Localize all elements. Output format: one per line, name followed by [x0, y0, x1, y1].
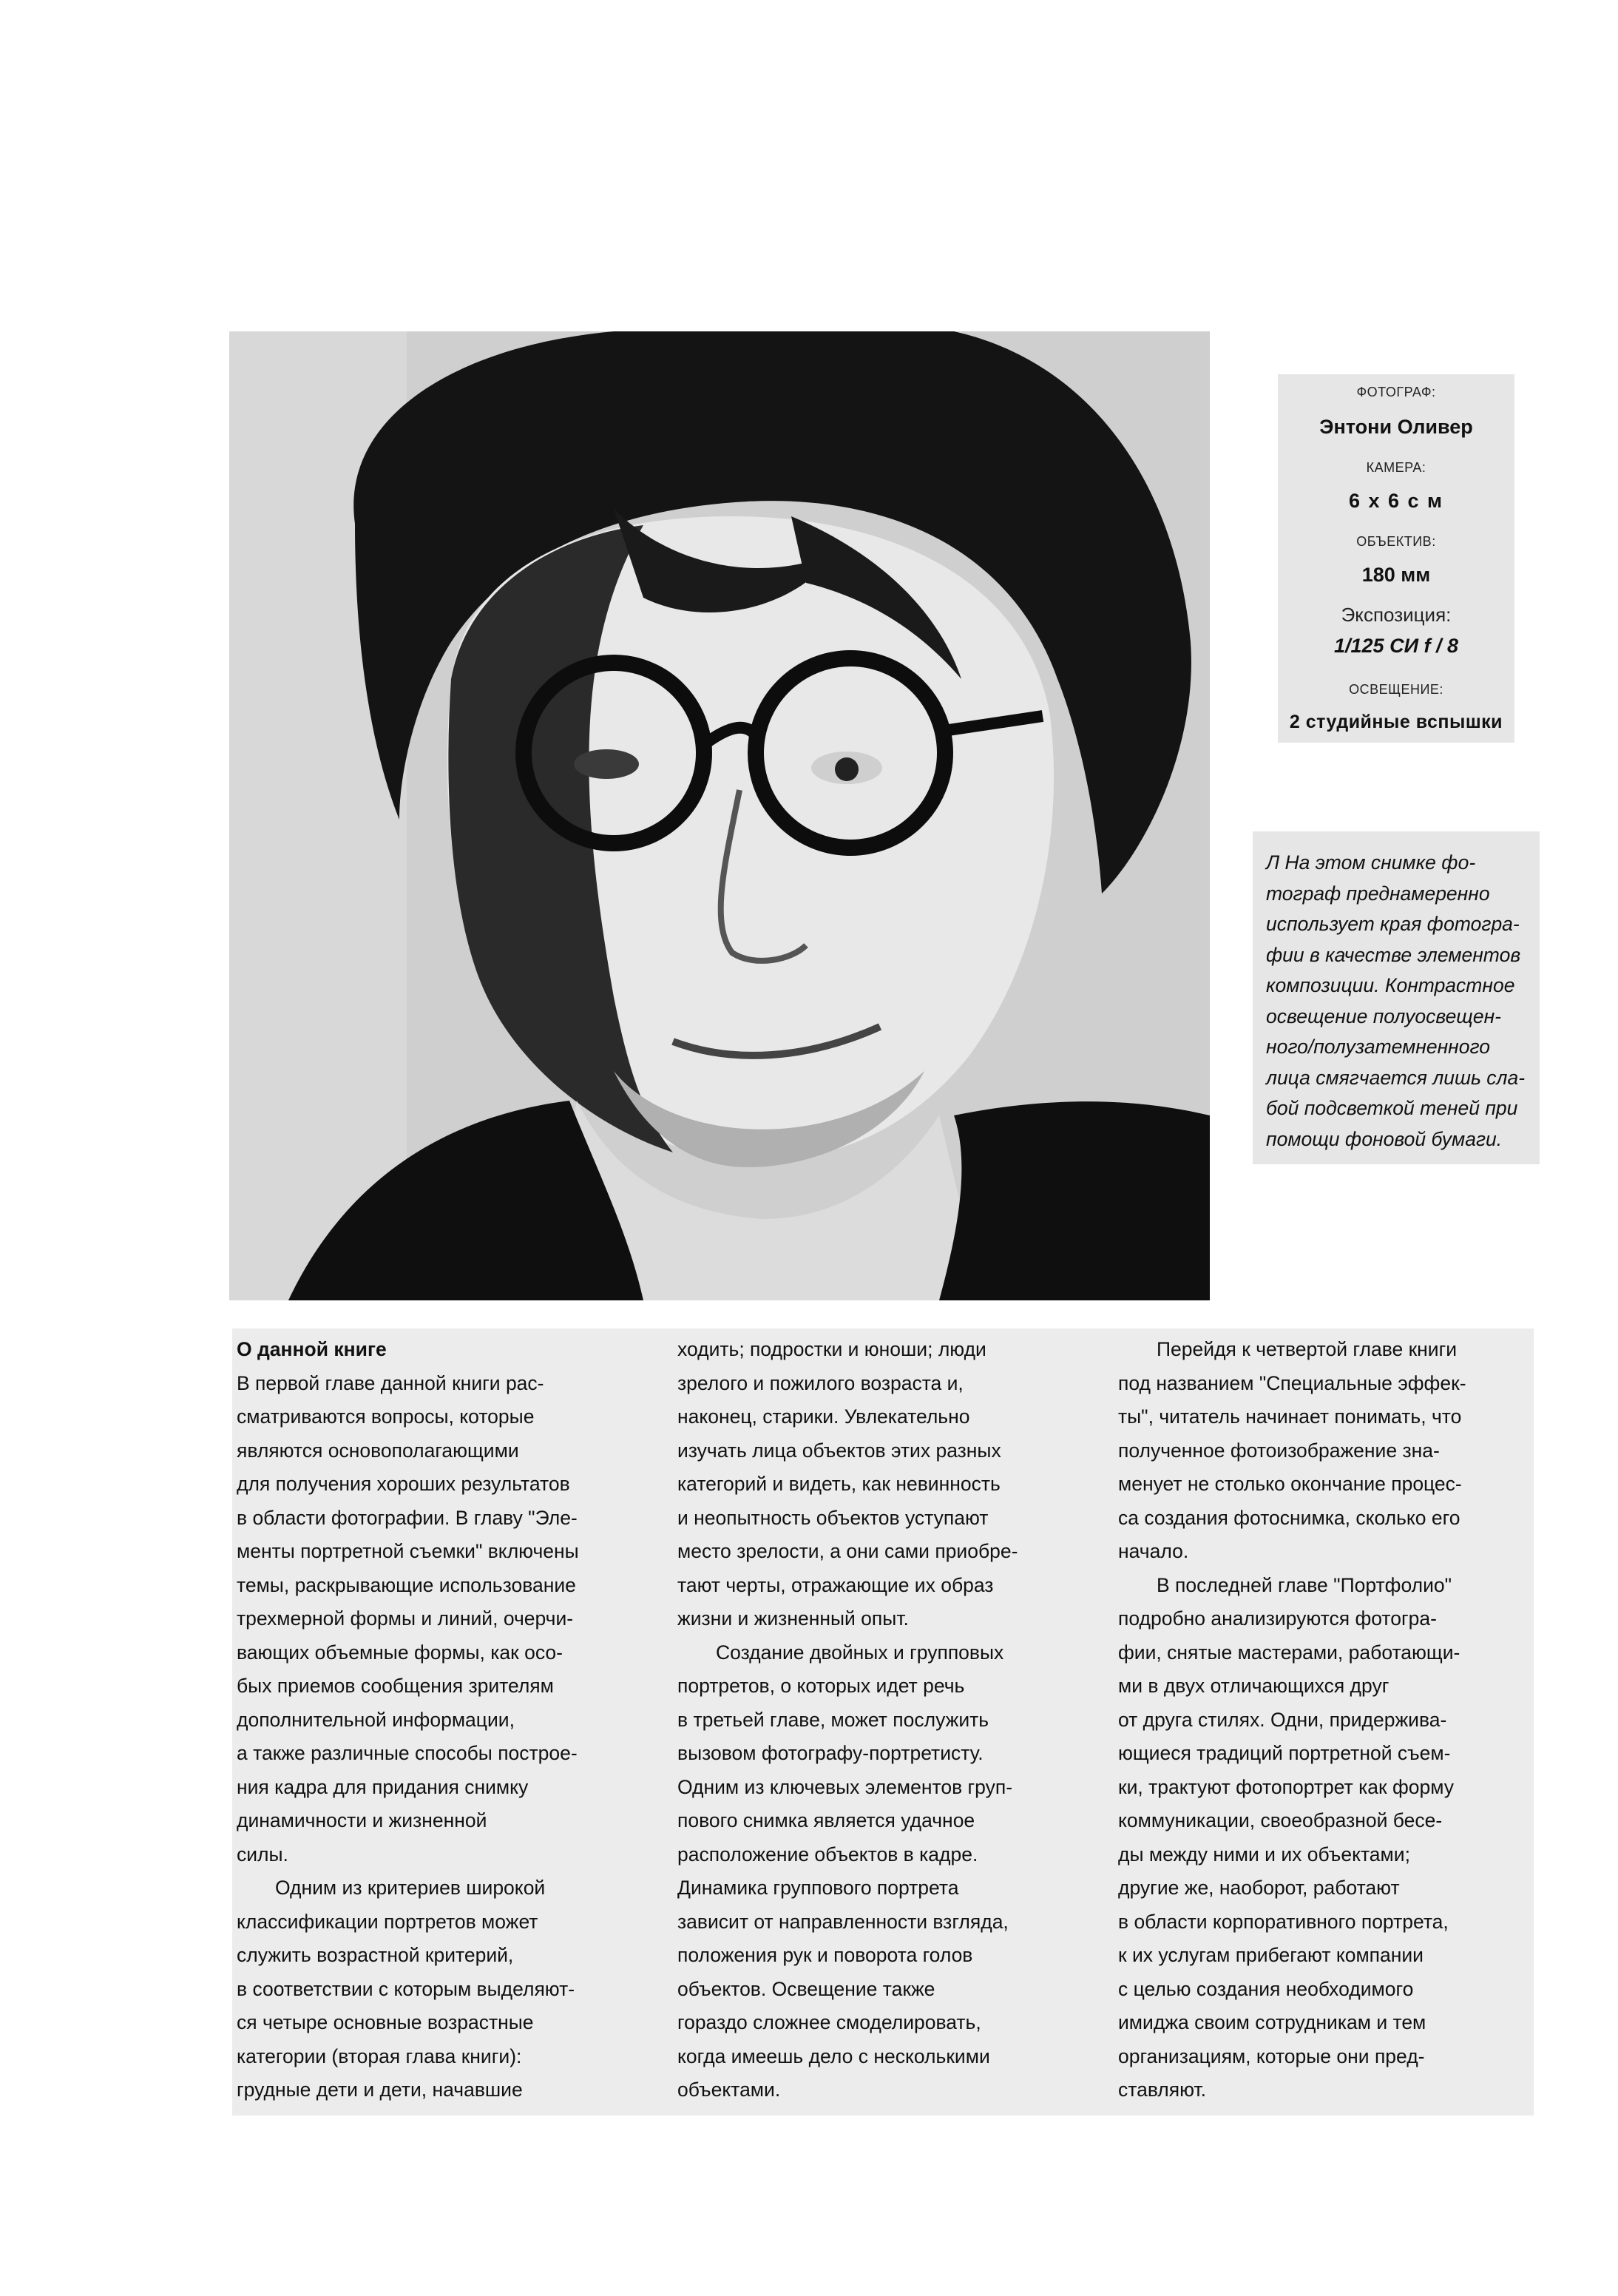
article-paragraph: Одним из критериев широкой классификации портретов может служить возрастной критерий, в соответствии с которым выделяют- ся четыре основные возрастные категории (вторая глава книги): грудные дети и дети, начавшие — [237, 1877, 575, 2101]
photo-info-box — [1278, 374, 1514, 743]
exposure-value: 1/125 СИ f / 8 — [1334, 635, 1458, 657]
lens-value: 180 мм — [1361, 564, 1431, 586]
exposure-label: Экспозиция: — [1341, 604, 1452, 626]
article-paragraph: В первой главе данной книги рас- сматриваются вопросы, которые являются основополагающими для получения хороших результатов в области фотографии. В главу "Эле- менты портретной съемки" включены темы, раскрывающие использование трехмерной формы и линий, очерчи- вающих объемные формы, как осо- бых приемов сообщения зрителям дополнительной информации, а также различные способы построе- ния кадра для придания снимку динамичности и жизненной силы. — [237, 1371, 579, 1866]
photo-caption: Л На этом снимке фо- тограф преднамеренно использует края фотогра- фии в качестве элементов композиции. Контрастное освещение полуосвещен- ного/полузатемненного лица смягчается лишь сла- бой подсветкой теней при помощи фоновой бумаги. — [1253, 831, 1540, 1164]
article-paragraph: ходить; подростки и юноши; люди зрелого и пожилого возраста и, наконец, старики. Увлекательно изучать лица объектов этих разных категорий и видеть, как невинность и неопытность объектов уступают место зрелости, а они сами приобре- тают черты, отражающие их образ жизни и жизненный опыт. — [677, 1338, 1018, 1630]
lens-label: ОБЪЕКТИВ: — [1356, 534, 1436, 549]
lighting-value: 2 студийные вспышки — [1289, 712, 1503, 732]
article-column-2 — [677, 1333, 1091, 2107]
article-paragraph: Создание двойных и групповых портретов, о которых идет речь в третьей главе, может послужить вызовом фотографу-портретисту. Одним из ключевых элементов груп- пового снимка является удачное расположение объектов в кадре. Динамика группового портрета зависит от направленности взгляда, положения рук и поворота голов объектов. Освещение также гораздо сложнее смоделировать, когда имеешь дело с несколькими объектами. — [677, 1641, 1013, 2101]
lighting-label: ОСВЕЩЕНИЕ: — [1349, 682, 1443, 697]
portrait-illustration — [229, 331, 1210, 1300]
photographer-label: ФОТОГРАФ: — [1356, 385, 1436, 399]
photographer-name: Энтони Оливер — [1319, 416, 1473, 438]
article-paragraph: Перейдя к четвертой главе книги под названием "Специальные эффек- ты", читатель начинает понимать, что полученное фотоизображение зна- менует не столько окончание процес- са создания фотоснимка, сколько его начало. — [1118, 1338, 1466, 1562]
portrait-photo — [229, 331, 1210, 1300]
camera-label: КАМЕРА: — [1366, 460, 1426, 475]
camera-value: 6 х 6 с м — [1348, 490, 1444, 512]
article-column-3 — [1118, 1333, 1532, 2107]
article-column-1 — [237, 1333, 651, 2107]
article-heading: О данной книге — [237, 1338, 387, 1360]
article-paragraph: В последней главе "Портфолио" подробно анализируются фотогра- фии, снятые мастерами, работающи- ми в двух отличающихся друг от друга стилях. Одни, придержива- ющиеся традиций портретной съем- ки, трактуют фотопортрет как форму коммуникации, своеобразной бесе- ды между ними и их объектами; другие же, наоборот, работают в области корпоративного портрета, к их услугам прибегают компании с целью создания необходимого имиджа своим сотрудникам и тем организациям, которые они пред- ставляют. — [1118, 1573, 1460, 2101]
